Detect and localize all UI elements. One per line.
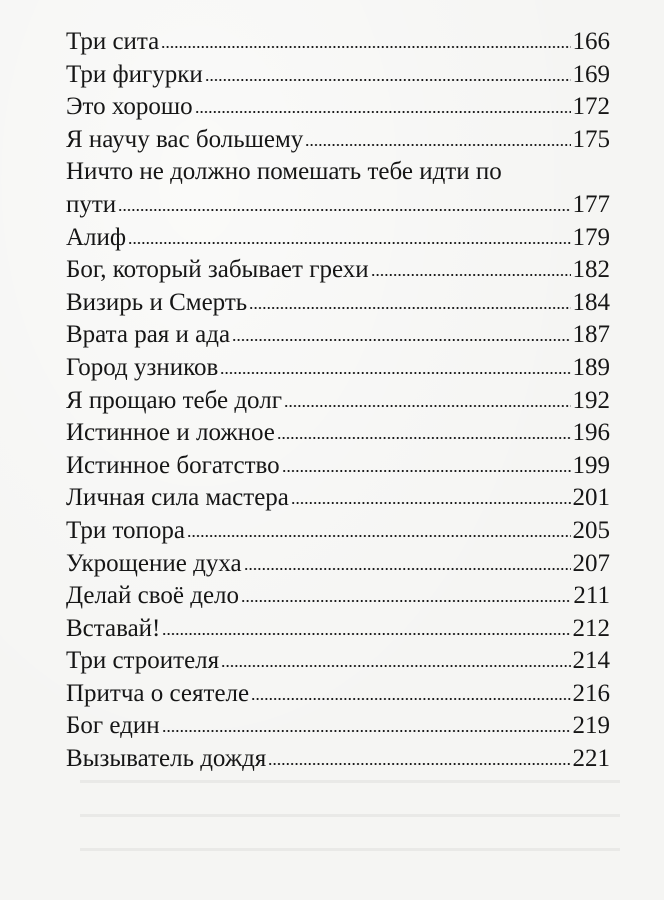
toc-entry-title: пути [66, 190, 117, 218]
toc-entry [66, 91, 610, 124]
toc-page-number: 201 [572, 484, 610, 512]
toc-entry [66, 515, 610, 548]
toc-entry-title: Визирь и Смерть [66, 288, 248, 316]
dot-leader [251, 698, 570, 700]
dot-leader [187, 535, 570, 537]
toc-entry-title: Укрощение духа [66, 549, 242, 577]
dot-leader [205, 79, 571, 81]
toc-page-number: 169 [572, 60, 610, 88]
toc-page-number: 205 [572, 516, 610, 544]
toc-entry-title: Истинное и ложное [66, 419, 275, 447]
dot-leader [232, 339, 570, 341]
table-of-contents [66, 26, 610, 776]
toc-entry-title: Притча о сеятеле [66, 679, 250, 707]
toc-entry-title: Я прощаю тебе долг [66, 386, 282, 414]
toc-entry [66, 678, 610, 711]
dot-leader [220, 372, 570, 374]
dot-leader [161, 46, 570, 48]
toc-entry [66, 287, 610, 320]
toc-page-number: 192 [572, 386, 610, 414]
toc-entry [66, 124, 610, 157]
toc-entry-title: Бог един [66, 712, 160, 740]
toc-entry-title: Вызыватель дождя [66, 745, 267, 773]
toc-page-number: 221 [572, 745, 610, 773]
toc-page-number: 196 [572, 419, 610, 447]
toc-entry-title: Три строителя [66, 647, 220, 675]
toc-page-number: 214 [572, 647, 610, 675]
toc-entry-title: Врата рая и ада [66, 321, 231, 349]
toc-entry [66, 319, 610, 352]
toc-entry [66, 254, 610, 287]
toc-entry-title: Истинное богатство [66, 451, 280, 479]
dot-leader [128, 242, 570, 244]
toc-page-number: 175 [572, 125, 610, 153]
toc-page-number: 184 [572, 288, 610, 316]
toc-page-number: 172 [572, 93, 610, 121]
toc-entry [66, 482, 610, 515]
toc-page-number: 166 [572, 28, 610, 55]
dot-leader [241, 600, 571, 602]
dot-leader [162, 633, 570, 635]
toc-entry [66, 222, 610, 255]
dot-leader [221, 665, 570, 667]
toc-page-number: 212 [572, 614, 610, 642]
toc-entry-title: Вставай! [66, 614, 161, 642]
toc-page-number: 199 [572, 451, 610, 479]
toc-entry-title: Алиф [66, 223, 127, 251]
dot-leader [284, 405, 571, 407]
toc-page-number: 211 [573, 582, 610, 610]
toc-entry [66, 450, 610, 483]
toc-entry-title: Личная сила мастера [66, 484, 289, 512]
toc-entry [66, 26, 610, 59]
toc-entry [66, 385, 610, 418]
toc-page-number: 182 [572, 256, 610, 284]
toc-page-number: 177 [572, 190, 610, 218]
toc-entry-title-line1: Ничто не должно помешать тебе идти по [66, 158, 502, 186]
toc-entry [66, 580, 610, 613]
dot-leader [277, 437, 571, 439]
toc-entry-title: Город узников [66, 353, 219, 381]
dot-leader [244, 568, 571, 570]
toc-entry [66, 710, 610, 743]
dot-leader [249, 307, 570, 309]
toc-entry-title: Три топора [66, 516, 186, 544]
reverse-side-bleed-through [80, 780, 620, 880]
toc-page-number: 216 [572, 679, 610, 707]
toc-entry-title: Три сита [66, 28, 160, 55]
dot-leader [371, 274, 571, 276]
dot-leader [282, 470, 571, 472]
dot-leader [291, 502, 571, 504]
dot-leader [118, 209, 570, 211]
toc-entry [66, 417, 610, 450]
dot-leader [305, 144, 570, 146]
toc-page-number: 179 [572, 223, 610, 251]
toc-page-number: 219 [572, 712, 610, 740]
dot-leader [195, 111, 571, 113]
toc-page-number: 207 [572, 549, 610, 577]
dot-leader [268, 763, 570, 765]
toc-entry-title: Это хорошо [66, 93, 193, 121]
toc-page-number: 189 [572, 353, 610, 381]
toc-entry [66, 743, 610, 776]
toc-entry-title: Я научу вас большему [66, 125, 304, 153]
dot-leader [162, 730, 571, 732]
toc-entry [66, 613, 610, 646]
toc-entry [66, 352, 610, 385]
toc-page-number: 187 [572, 321, 610, 349]
toc-entry-title: Бог, который забывает грехи [66, 256, 369, 284]
toc-entry-continuation [66, 189, 610, 222]
toc-entry [66, 645, 610, 678]
toc-entry [66, 548, 610, 581]
toc-entry [66, 59, 610, 92]
toc-entry-title: Три фигурки [66, 60, 203, 88]
toc-entry-title: Делай своё дело [66, 582, 240, 610]
toc-entry [66, 156, 610, 221]
